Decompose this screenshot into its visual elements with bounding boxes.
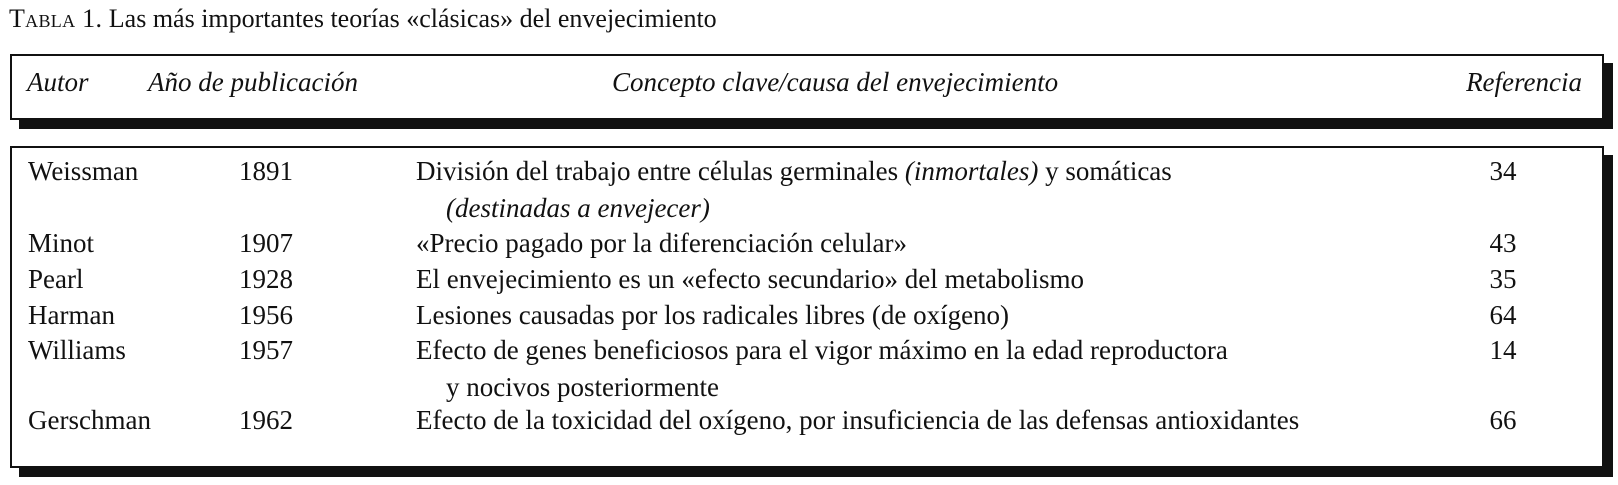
- table-caption-title: Las más importantes teorías «clásicas» del envejecimiento: [108, 4, 717, 33]
- table-caption-label: Tabla 1.: [9, 4, 103, 33]
- table-body: [10, 146, 1604, 468]
- cell-concepto: El envejecimiento es un «efecto secundario» del metabolismo: [416, 264, 1085, 294]
- cell-concepto-text: Efecto de genes beneficiosos para el vigor máximo en la edad reproductora: [416, 335, 1228, 365]
- cell-autor: Harman: [28, 300, 115, 330]
- cell-anio: 1957: [239, 335, 293, 365]
- header-referencia: Referencia: [1466, 67, 1582, 97]
- cell-concepto: [416, 332, 1228, 406]
- cell-concepto-continuation: (destinadas a envejecer): [446, 193, 710, 223]
- cell-autor: Gerschman: [28, 405, 151, 435]
- cell-referencia: 35: [1489, 264, 1517, 294]
- cell-referencia: 66: [1489, 405, 1517, 435]
- cell-autor: Weissman: [28, 156, 139, 186]
- cell-anio: 1891: [239, 156, 293, 186]
- cell-autor: Pearl: [28, 264, 84, 294]
- cell-referencia: 43: [1489, 228, 1517, 258]
- cell-referencia: 14: [1489, 335, 1517, 365]
- header-concepto: Concepto clave/causa del envejecimiento: [612, 67, 1059, 97]
- cell-referencia: 34: [1489, 156, 1517, 186]
- cell-concepto-continuation: y nocivos posteriormente: [446, 372, 719, 402]
- header-anio: Año de publicación: [148, 67, 358, 97]
- cell-autor: Minot: [28, 228, 95, 258]
- cell-anio: 1928: [239, 264, 293, 294]
- cell-autor: Williams: [28, 335, 126, 365]
- cell-concepto: Lesiones causadas por los radicales libres (de oxígeno): [416, 300, 1010, 330]
- table-header: [10, 54, 1604, 120]
- cell-anio: 1956: [239, 300, 293, 330]
- cell-concepto: «Precio pagado por la diferenciación celular»: [416, 228, 908, 258]
- cell-concepto-text: División del trabajo entre células germinales: [416, 156, 905, 186]
- cell-concepto-text: y somáticas: [1038, 156, 1172, 186]
- cell-concepto: Efecto de la toxicidad del oxígeno, por insuficiencia de las defensas antioxidantes: [416, 405, 1300, 435]
- cell-referencia: 64: [1489, 300, 1517, 330]
- cell-concepto-italic: (inmortales): [904, 156, 1039, 186]
- cell-anio: 1962: [239, 405, 293, 435]
- header-autor: Autor: [27, 67, 89, 97]
- cell-anio: 1907: [239, 228, 293, 258]
- table-caption: [9, 4, 717, 34]
- cell-concepto: [416, 153, 1172, 227]
